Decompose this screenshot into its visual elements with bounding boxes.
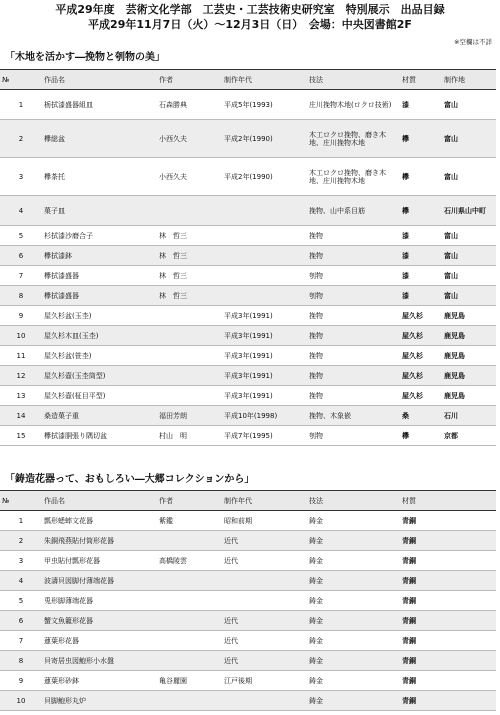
table-row — [0, 226, 496, 246]
cell-no: 8 — [18, 656, 24, 665]
cell-era: 平成7年(1995) — [224, 431, 273, 440]
cell-name: 兎形脚薄端花器 — [44, 596, 93, 605]
cell-author — [157, 366, 222, 386]
cell-name: 蟹文魚籠形花器 — [44, 616, 93, 625]
cell-place: 富山 — [444, 271, 458, 280]
cell-place: 富山 — [444, 231, 458, 240]
cell-no: 1 — [18, 516, 24, 525]
cell-name: 菓子皿 — [44, 206, 65, 215]
table-header-row — [0, 70, 496, 90]
cell-no: 11 — [16, 351, 26, 360]
cell-technique: 挽物 — [309, 331, 323, 340]
cell-technique: 挽物、木象嵌 — [309, 411, 351, 420]
col-header-technique: 技法 — [307, 70, 400, 90]
table-row — [0, 406, 496, 426]
cell-technique: 挽物 — [309, 351, 323, 360]
cell-technique: 鋳金 — [309, 616, 323, 625]
cell-era: 近代 — [224, 656, 238, 665]
cell-technique: 挽物 — [309, 311, 323, 320]
cell-place: 鹿児島 — [444, 371, 465, 380]
cell-place: 鹿児島 — [444, 391, 465, 400]
table-header-row — [0, 491, 496, 511]
table-row — [0, 691, 496, 711]
cell-material: 屋久杉 — [402, 391, 423, 400]
table-row — [0, 386, 496, 406]
cell-era: 平成3年(1991) — [224, 391, 273, 400]
cell-author — [157, 531, 222, 551]
cell-name: 杉拭漆沙磨合子 — [44, 231, 93, 240]
cell-era: 近代 — [224, 636, 238, 645]
cell-material: 青銅 — [402, 596, 416, 605]
table-row — [0, 366, 496, 386]
cell-place: 京都 — [444, 431, 458, 440]
cell-author — [157, 691, 222, 711]
cell-author — [157, 651, 222, 671]
col-header-name: 作品名 — [42, 491, 157, 511]
col-header-no: № — [0, 491, 42, 511]
cell-material: 漆 — [402, 271, 409, 280]
cell-author: 紫鑑 — [159, 516, 173, 525]
cell-no: 4 — [18, 576, 24, 585]
catalog-table-casting — [0, 490, 496, 711]
cell-author — [157, 346, 222, 366]
table-row — [0, 158, 496, 196]
cell-author — [157, 631, 222, 651]
cell-material: 漆 — [402, 251, 409, 260]
table-row — [0, 266, 496, 286]
cell-no: 3 — [18, 556, 24, 565]
cell-technique: 挽物 — [309, 251, 323, 260]
table-row — [0, 90, 496, 120]
col-header-material: 材質 — [400, 70, 442, 90]
cell-technique: 木工ロクロ挽物、磨き木地、庄川挽物木地 — [309, 168, 386, 185]
cell-technique: 庄川挽物木地(ロクロ技術) — [309, 100, 392, 109]
cell-technique: 鋳金 — [309, 536, 323, 545]
cell-name: 蓮葉形花器 — [44, 636, 79, 645]
cell-author: 林 哲三 — [159, 271, 187, 280]
cell-author: 小西久夫 — [159, 134, 187, 143]
cell-era: 平成10年(1998) — [224, 411, 278, 420]
cell-author — [157, 591, 222, 611]
blank-note: ※空欄は不詳 — [454, 38, 492, 46]
cell-no: 9 — [18, 311, 24, 320]
cell-no: 1 — [18, 100, 24, 109]
cell-place: 鹿児島 — [444, 311, 465, 320]
cell-no: 13 — [16, 391, 26, 400]
cell-place: 富山 — [444, 100, 458, 109]
col-header-no: № — [0, 70, 42, 90]
table-row — [0, 591, 496, 611]
cell-no: 4 — [18, 206, 24, 215]
cell-material: 青銅 — [402, 676, 416, 685]
cell-place: 鹿児島 — [444, 351, 465, 360]
col-header-place: 制作地 — [442, 70, 496, 90]
cell-name: 蓮葉形砂鉢 — [44, 676, 79, 685]
cell-material: 青銅 — [402, 636, 416, 645]
table-row — [0, 246, 496, 266]
cell-era — [222, 571, 307, 591]
cell-name: 波濤貝図脚付薄端花器 — [44, 576, 114, 585]
table-row — [0, 286, 496, 306]
cell-place: 石川県山中町 — [444, 206, 486, 215]
cell-technique: 挽物 — [309, 391, 323, 400]
table-row — [0, 196, 496, 226]
table-row — [0, 651, 496, 671]
cell-place: 鹿児島 — [444, 331, 465, 340]
table-row — [0, 511, 496, 531]
cell-material: 欅 — [402, 206, 409, 215]
cell-era: 平成2年(1990) — [224, 172, 273, 181]
cell-no: 15 — [16, 431, 26, 440]
cell-technique: 挽物 — [309, 231, 323, 240]
cell-name: 瓢形蟋蟀文花器 — [44, 516, 93, 525]
cell-author — [157, 386, 222, 406]
cell-material: 青銅 — [402, 536, 416, 545]
cell-name: 貝寄居虫図鮑形小水盤 — [44, 656, 114, 665]
cell-no: 6 — [18, 251, 24, 260]
cell-material: 屋久杉 — [402, 371, 423, 380]
table-row — [0, 671, 496, 691]
cell-name: 欅茶托 — [44, 172, 65, 181]
cell-name: 屋久杉盆(笹杢) — [44, 351, 92, 360]
cell-material: 屋久杉 — [402, 311, 423, 320]
cell-author: 林 哲三 — [159, 231, 187, 240]
cell-name: 屋久杉盆(玉杢) — [44, 311, 92, 320]
exhibition-dates: 平成29年11月7日（火）～12月3日（日） 会場：中央図書館2F — [88, 18, 412, 31]
cell-era: 平成3年(1991) — [224, 331, 273, 340]
cell-no: 5 — [18, 596, 24, 605]
table-row — [0, 326, 496, 346]
cell-era — [222, 591, 307, 611]
table-row — [0, 346, 496, 366]
section-title-2: 「鋳造花器って、おもしろい―大郷コレクションから」 — [5, 474, 255, 485]
cell-author: 石森勝典 — [159, 100, 187, 109]
cell-name: 栃拭漆盛器組皿 — [44, 100, 93, 109]
cell-author — [157, 571, 222, 591]
col-header-name: 作品名 — [42, 70, 157, 90]
cell-name: 欅拭漆胴張り隅切盆 — [44, 431, 107, 440]
col-header-author: 作者 — [157, 491, 222, 511]
cell-material: 漆 — [402, 100, 409, 109]
col-header-author: 作者 — [157, 70, 222, 90]
cell-place: 富山 — [444, 251, 458, 260]
cell-technique: 刳物 — [309, 291, 323, 300]
cell-author — [157, 611, 222, 631]
cell-author: 小西久夫 — [159, 172, 187, 181]
cell-no: 10 — [16, 331, 26, 340]
cell-technique: 鋳金 — [309, 596, 323, 605]
cell-technique: 鋳金 — [309, 656, 323, 665]
cell-material: 欅 — [402, 431, 409, 440]
cell-material: 青銅 — [402, 616, 416, 625]
cell-author — [157, 326, 222, 346]
cell-author: 林 哲三 — [159, 291, 187, 300]
cell-material: 欅 — [402, 172, 409, 181]
cell-no: 8 — [18, 291, 24, 300]
cell-era — [222, 286, 307, 306]
cell-technique: 鋳金 — [309, 636, 323, 645]
cell-name: 欅総盆 — [44, 134, 65, 143]
cell-name: 欅拭漆盛器 — [44, 271, 79, 280]
cell-author: 村山 明 — [159, 431, 187, 440]
col-header-material: 材質 — [400, 491, 496, 511]
cell-era: 平成3年(1991) — [224, 311, 273, 320]
cell-era — [222, 266, 307, 286]
table-row — [0, 306, 496, 326]
cell-author — [157, 306, 222, 326]
cell-material: 漆 — [402, 231, 409, 240]
cell-place: 富山 — [444, 134, 458, 143]
cell-no: 6 — [18, 616, 24, 625]
cell-era: 平成3年(1991) — [224, 351, 273, 360]
cell-material: 屋久杉 — [402, 331, 423, 340]
cell-no: 5 — [18, 231, 24, 240]
cell-material: 青銅 — [402, 656, 416, 665]
cell-no: 14 — [16, 411, 26, 420]
page-title: 平成29年度 芸術文化学部 工芸史・工芸技術史研究室 特別展示 出品目録 — [55, 3, 445, 16]
cell-no: 12 — [16, 371, 26, 380]
cell-era: 近代 — [224, 616, 238, 625]
cell-author: 福田芳朗 — [159, 411, 187, 420]
cell-era: 平成5年(1993) — [224, 100, 273, 109]
cell-material: 青銅 — [402, 696, 416, 705]
cell-material: 青銅 — [402, 576, 416, 585]
cell-name: 貝脚鮑形丸炉 — [44, 696, 86, 705]
cell-era: 江戸後期 — [224, 676, 252, 685]
catalog-table-woodwork — [0, 69, 496, 446]
cell-era: 平成2年(1990) — [224, 134, 273, 143]
cell-no: 7 — [18, 636, 24, 645]
cell-era: 平成3年(1991) — [224, 371, 273, 380]
cell-no: 9 — [18, 676, 24, 685]
table-row — [0, 571, 496, 591]
cell-author — [157, 196, 222, 226]
cell-era — [222, 691, 307, 711]
cell-material: 青銅 — [402, 556, 416, 565]
cell-no: 3 — [18, 172, 24, 181]
cell-material: 桑 — [402, 411, 409, 420]
cell-place: 富山 — [444, 172, 458, 181]
table-row — [0, 531, 496, 551]
cell-name: 屋久杉木皿(玉杢) — [44, 331, 99, 340]
cell-name: 欅拭漆盛器 — [44, 291, 79, 300]
col-header-era: 制作年代 — [222, 70, 307, 90]
cell-material: 漆 — [402, 291, 409, 300]
cell-name: 朱銅飛燕貼付筒形花器 — [44, 536, 114, 545]
cell-material: 屋久杉 — [402, 351, 423, 360]
cell-place: 石川 — [444, 411, 458, 420]
cell-no: 7 — [18, 271, 24, 280]
cell-era — [222, 246, 307, 266]
cell-technique: 刳物 — [309, 431, 323, 440]
cell-name: 欅拭漆鉢 — [44, 251, 72, 260]
table-row — [0, 611, 496, 631]
cell-name: 屋久杉壷(柾目平型) — [44, 391, 106, 400]
table-row — [0, 426, 496, 446]
cell-material: 欅 — [402, 134, 409, 143]
cell-no: 10 — [16, 696, 26, 705]
cell-era: 昭和前期 — [224, 516, 252, 525]
cell-name: 甲虫貼付瓢形花器 — [44, 556, 100, 565]
table-row — [0, 120, 496, 158]
cell-material: 青銅 — [402, 516, 416, 525]
section-title-1: 「木地を活かす―挽物と刳物の美」 — [5, 52, 165, 63]
table-row — [0, 551, 496, 571]
cell-author: 高橋陵雲 — [159, 556, 187, 565]
cell-era — [222, 226, 307, 246]
cell-no: 2 — [18, 536, 24, 545]
col-header-era: 制作年代 — [222, 491, 307, 511]
cell-place: 富山 — [444, 291, 458, 300]
cell-technique: 挽物 — [309, 371, 323, 380]
col-header-technique: 技法 — [307, 491, 400, 511]
cell-no: 2 — [18, 134, 24, 143]
table-row — [0, 631, 496, 651]
cell-technique: 刳物 — [309, 271, 323, 280]
cell-technique: 鋳金 — [309, 696, 323, 705]
cell-technique: 木工ロクロ挽物、磨き木地、庄川挽物木地 — [309, 130, 386, 147]
cell-technique: 鋳金 — [309, 676, 323, 685]
cell-author: 林 哲三 — [159, 251, 187, 260]
cell-author: 亀谷麗園 — [159, 676, 187, 685]
cell-era — [222, 196, 307, 226]
cell-technique: 挽物、山中系目筋 — [309, 206, 365, 215]
cell-era: 近代 — [224, 556, 238, 565]
cell-name: 屋久杉壷(玉杢筒型) — [44, 371, 106, 380]
cell-technique: 鋳金 — [309, 576, 323, 585]
cell-era: 近代 — [224, 536, 238, 545]
cell-technique: 鋳金 — [309, 516, 323, 525]
cell-name: 桑造菓子重 — [44, 411, 79, 420]
cell-technique: 鋳金 — [309, 556, 323, 565]
